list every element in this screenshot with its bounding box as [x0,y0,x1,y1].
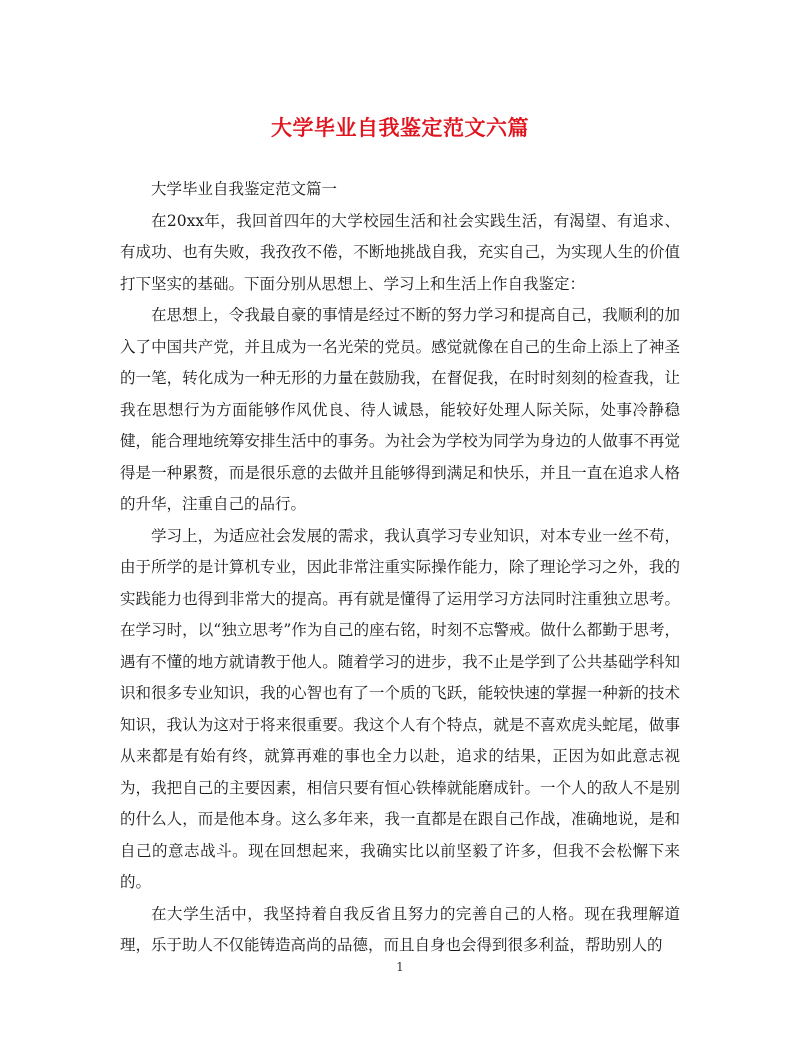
paragraph-life: 在大学生活中，我坚持着自我反省且努力的完善自己的人格。现在我理解道理，乐于助人不仅能铸造高尚的品德，而且自身也会得到很多利益，帮助别人的 [120,904,680,954]
document-body [120,174,680,962]
paragraph-study: 学习上，为适应社会发展的需求，我认真学习专业知识，对本专业一丝不苟，由于所学的是计算机专业，因此非常注重实际操作能力，除了理论学习之外，我的实践能力也得到非常大的提高。再有就是懂得了运用学习方法同时注重独立思考。在学习时，以“独立思考”作为自己的座右铭，时刻不忘警戒。做什么都勤于思考，遇有不懂的地方就请教于他人。随着学习的进步，我不止是学到了公共基础学科知识和很多专业知识，我的心智也有了一个质的飞跃，能较快速的掌握一种新的技术知识，我认为这对于将来很重要。我这个人有个特点，就是不喜欢虎头蛇尾，做事从来都是有始有终，就算再难的事也全力以赴，追求的结果，正因为如此意志视为，我把自己的主要因素，相信只要有恒心铁棒就能磨成针。一个人的敌人不是别的什么人，而是他本身。这么多年来，我一直都是在跟自己作战，准确地说，是和自己的意志战斗。现在回想起来，我确实比以前坚毅了许多，但我不会松懈下来的。 [120,526,680,891]
paragraph-intro: 在20xx年，我回首四年的大学校园生活和社会实践生活，有渴望、有追求、有成功、也有失败，我孜孜不倦，不断地挑战自我，充实自己，为实现人生的价值打下坚实的基础。下面分别从思想上、学习上和生活上作自我鉴定： [120,211,680,293]
document-title: 大学毕业自我鉴定范文六篇 [271,116,529,140]
paragraph-thought: 在思想上，令我最自豪的事情是经过不断的努力学习和提高自己，我顺利的加入了中国共产党，并且成为一名光荣的党员。感觉就像在自己的生命上添上了神圣的一笔，转化成为一种无形的力量在鼓励我，在督促我，在时时刻刻的检查我，让我在思想行为方面能够作风优良、待人诚恳，能较好处理人际关际，处事冷静稳健，能合理地统筹安排生活中的事务。为社会为学校为同学为身边的人做事不再觉得是一种累赘，而是很乐意的去做并且能够得到满足和快乐，并且一直在追求人格的升华，注重自己的品行。 [120,306,680,513]
page-number: 1 [396,960,404,974]
section-heading: 大学毕业自我鉴定范文篇一 [151,180,338,198]
